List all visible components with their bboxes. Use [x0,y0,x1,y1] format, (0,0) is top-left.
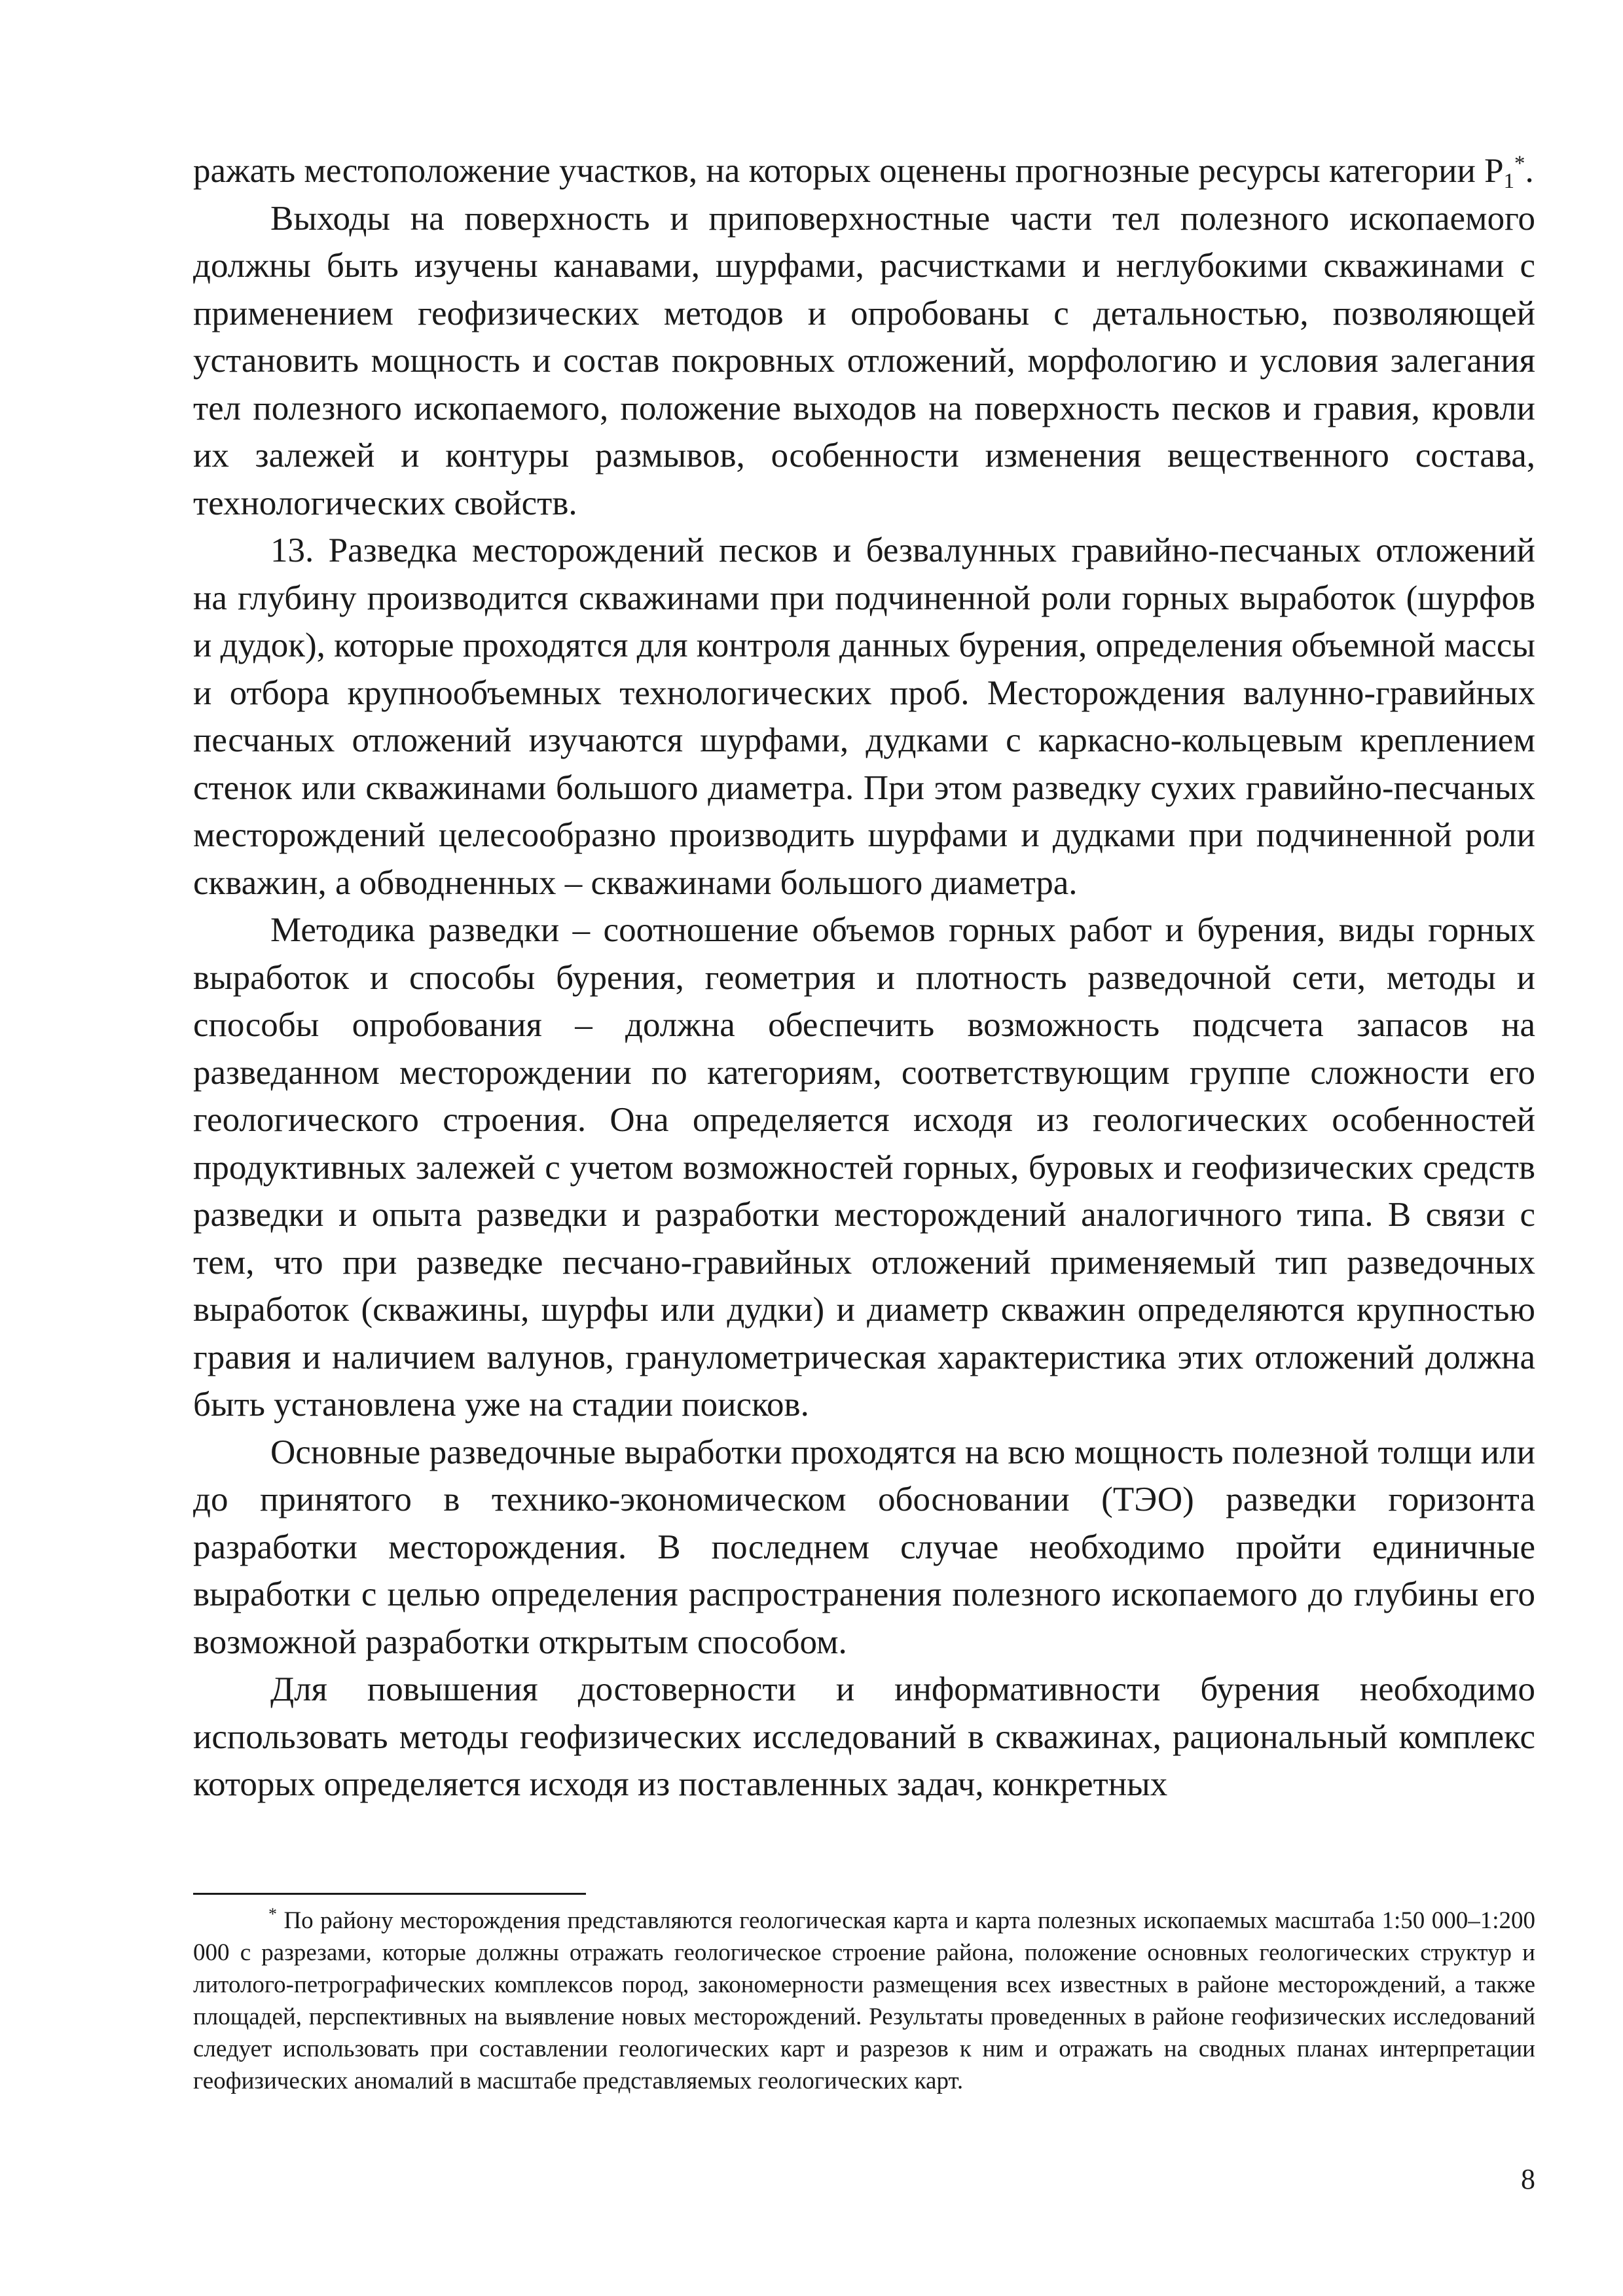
paragraph-13-exploration: 13. Разведка месторождений песков и безвалунных гравийно-песчаных отложений на глубину производится скважинами при подчиненной роли горных выработок (шурфов и дудок), которые проходятся для контроля данных бурения, определения объемной массы и отбора крупнообъемных технологических проб. Месторождения валунно-гравийных песчаных отложений изучаются шурфами, дудками с каркасно-кольцевым креплением стенок или скважинами большого диаметра. При этом разведку сухих гравийно-песчаных месторождений целесообразно производить шурфами и дудками при подчиненной роли скважин, а обводненных – скважинами большого диаметра. [193,531,1535,902]
paragraph-methodology: Методика разведки – соотношение объемов горных работ и бурения, виды горных выработок и способы бурения, геометрия и плотность разведочной сети, методы и способы опробования – должна обеспечить возможность подсчета запасов на разведанном месторождении по категориям, соответствующим группе сложности его геологического строения. Она определяется исходя из геологических особенностей продуктивных залежей с учетом возможностей горных, буровых и геофизических средств разведки и опыта разведки и разработки месторождений аналогичного типа. В связи с тем, что при разведке песчано-гравийных отложений применяемый тип разведочных выработок (скважины, шурфы или дудки) и диаметр скважин определяются крупностью гравия и наличием валунов, гранулометрическая характеристика этих отложений должна быть установлена уже на стадии поисков. [193,911,1535,1424]
paragraph-continuation [193,147,1535,195]
page-body [193,147,1535,1808]
paragraph-geophysics: Для повышения достоверности и информативности бурения необходимо использовать методы геофизических исследований в скважинах, рациональный комплекс которых определяется исходя из поставленных задач, конкретных [193,1670,1535,1803]
paragraph-outcrops: Выходы на поверхность и приповерхностные части тел полезного ископаемого должны быть изучены канавами, шурфами, расчистками и неглубокими скважинами с применением геофизических методов и опробованы с детальностью, позволяющей установить мощность и состав покровных отложений, морфологию и условия залегания тел полезного ископаемого, положение выходов на поверхность песков и гравия, кровли их залежей и контуры размывов, особенности изменения вещественного состава, технологических свойств. [193,199,1535,522]
footnote-marker: * [268,1905,277,1924]
paragraph-main-workings: Основные разведочные выработки проходятся на всю мощность полезной толщи или до принятого в технико-экономическом обосновании (ТЭО) разведки горизонта разработки месторождения. В последнем случае необходимо пройти единичные выработки с целью определения распространения полезного ископаемого до глубины его возможной разработки открытым способом. [193,1433,1535,1661]
paragraph-1-text: ражать местоположение участков, на которых оценены прогнозные ресурсы категории P [193,152,1504,190]
p1-subscript: 1 [1503,170,1515,194]
footnote [193,1905,1535,2097]
p1-tail: . [1525,152,1534,190]
footnote-divider [193,1893,586,1895]
footnote-text: По району месторождения представляются геологическая карта и карта полезных ископаемых масштаба 1:50 000–1:200 000 с разрезами, которые должны отражать геологическое строение района, положение основных геологических структур и литолого-петрографических комплексов пород, закономерности размещения всех известных в районе месторождений, а также площадей, перспективных на выявление новых месторождений. Результаты проведенных в районе геофизических исследований следует использовать при составлении геологических карт и разрезов к ним и отражать на сводных планах интерпретации геофизических аномалий в масштабе представляемых геологических карт. [193,1907,1535,2094]
footnote-reference[interactable]: * [1514,151,1525,175]
page-number: 8 [1521,2163,1535,2195]
